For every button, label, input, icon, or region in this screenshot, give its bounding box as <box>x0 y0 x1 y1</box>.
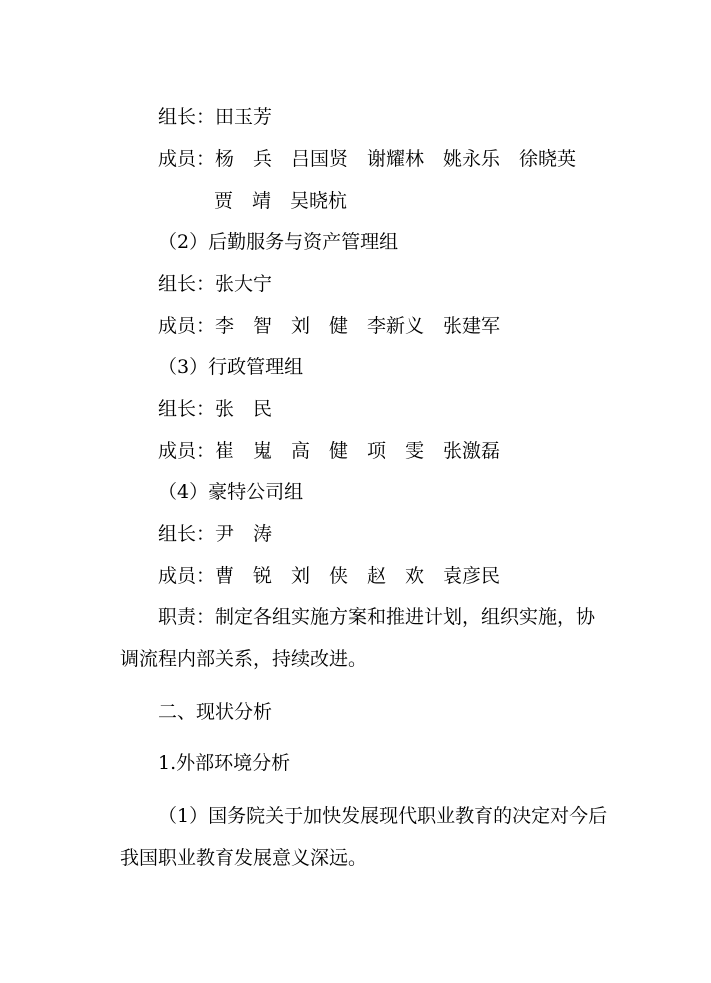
leader-line-1: 组长：田玉芳 <box>158 106 273 128</box>
members-line-1: 成员：杨 兵 吕国贤 谢耀林 姚永乐 徐晓英 <box>158 148 577 170</box>
leader-line-4: 组长：尹 涛 <box>158 523 273 545</box>
group-heading-3: （3）行政管理组 <box>158 356 304 378</box>
members-line-3: 成员：崔 嵬 高 健 项 雯 张激磊 <box>158 440 501 462</box>
section-heading: 二、现状分析 <box>158 701 273 723</box>
paragraph-line-1: （1）国务院关于加快发展现代职业教育的决定对今后 <box>158 805 608 827</box>
members-line-1-cont: 贾 靖 吴晓杭 <box>214 190 348 212</box>
members-line-2: 成员：李 智 刘 健 李新义 张建军 <box>158 315 501 337</box>
leader-line-2: 组长：张大宁 <box>158 273 273 295</box>
paragraph-line-2: 我国职业教育发展意义深远。 <box>120 847 368 869</box>
group-heading-2: （2）后勤服务与资产管理组 <box>158 231 399 253</box>
group-heading-4: （4）豪特公司组 <box>158 481 304 503</box>
subsection-heading: 1.外部环境分析 <box>158 752 291 774</box>
duties-line-2: 调流程内部关系，持续改进。 <box>120 648 368 670</box>
members-line-4: 成员：曹 锐 刘 侠 赵 欢 袁彦民 <box>158 565 501 587</box>
duties-line-1: 职责：制定各组实施方案和推进计划，组织实施，协 <box>158 606 596 628</box>
leader-line-3: 组长：张 民 <box>158 398 273 420</box>
